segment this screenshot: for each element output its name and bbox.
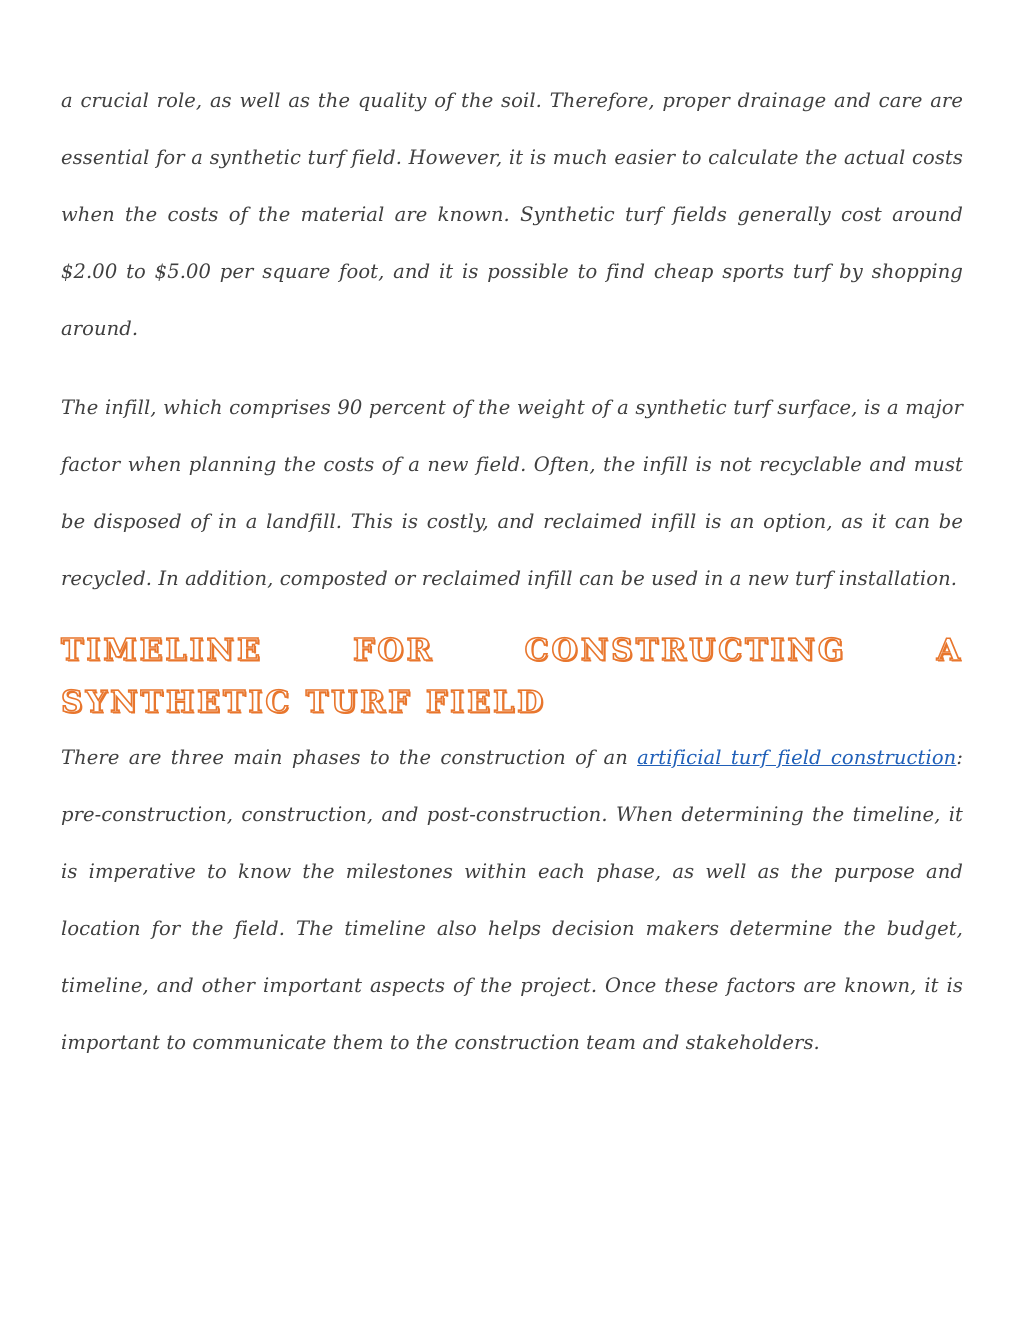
timeline-intro-text-start: There are three main phases to the construction of an	[61, 746, 638, 769]
timeline-intro-text-end: : pre-construction, construction, and post-construction. When determining the timeline, it is imperative to know the milestones within each phase, as well as the purpose and location for the field. The timeline also helps decision makers determine the budget, timeline, and other important aspects of the project. Once these factors are known, it is important to communicate them to the construction team and stakeholders.	[61, 746, 963, 1054]
paragraph-timeline-intro	[61, 729, 963, 1071]
paragraph-drainage-costs: a crucial role, as well as the quality of the soil. Therefore, proper drainage and care are essential for a synthetic turf field. However, it is much easier to calculate the actual costs when the costs of the material are known. Synthetic turf fields generally cost around $2.00 to $5.00 per square foot, and it is possible to find cheap sports turf by shopping around.	[61, 89, 963, 340]
artificial-turf-link[interactable]: artificial turf field construction	[637, 746, 957, 769]
section-heading-timeline: TIMELINE FOR CONSTRUCTING A SYNTHETIC TURF FIELD	[61, 633, 963, 720]
document-page	[61, 72, 963, 1071]
paragraph-infill: The infill, which comprises 90 percent of the weight of a synthetic turf surface, is a major factor when planning the costs of a new field. Often, the infill is not recyclable and must be disposed of in a landfill. This is costly, and reclaimed infill is an option, as it can be recycled. In addition, composted or reclaimed infill can be used in a new turf installation.	[61, 396, 963, 590]
